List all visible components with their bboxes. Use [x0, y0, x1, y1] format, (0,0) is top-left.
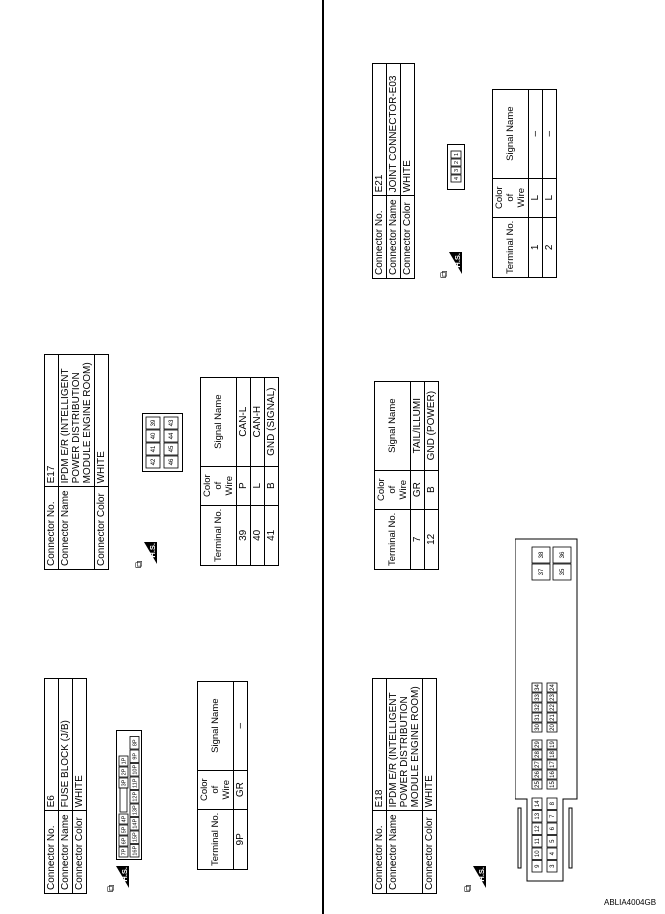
pin-number-label: 43 — [169, 419, 176, 427]
pin-number-label: 2P — [121, 768, 128, 776]
pin-number-label: 7P — [121, 848, 128, 856]
wire-color-cell: L — [251, 466, 265, 505]
pin-number-label: 15 — [550, 781, 557, 788]
connector-name-value: JOINT CONNECTOR-E03 — [387, 64, 401, 196]
pin-number-label: 37 — [539, 568, 546, 576]
connector-name-value: IPDM E/R (INTELLIGENT POWER DISTRIBUTION MODULE ENGINE ROOM) — [59, 355, 95, 487]
pin-number-label: 1 — [453, 152, 460, 157]
pin-number-label: 41 — [151, 445, 158, 453]
e18-pin-group-3 — [532, 683, 557, 732]
label-connector-color: Connector Color — [423, 811, 437, 894]
pin-number-label: 5 — [550, 839, 557, 843]
center-divider — [322, 0, 324, 914]
header-signal-name: Signal Name — [201, 377, 237, 466]
connector-name-value: IPDM E/R (INTELLIGENT POWER DISTRIBUTION MODULE ENGINE ROOM) — [387, 679, 423, 811]
wire-color-cell: L — [529, 178, 543, 217]
header-signal-name: Signal Name — [493, 89, 529, 178]
connector-info-e6 — [44, 678, 87, 894]
pin-number-label: 9P — [132, 752, 139, 760]
header-color-of-wire: Color of Wire — [493, 178, 529, 217]
connector-plug-icon: ⧉ — [439, 270, 450, 278]
terminal-no-cell: 41 — [265, 505, 279, 565]
pin-number-label: 33 — [535, 694, 542, 701]
pin-number-label: 13P — [132, 805, 139, 816]
connector-info-e17 — [44, 354, 109, 570]
connector-name-value: FUSE BLOCK (J/B) — [59, 679, 73, 811]
pin-number-label: 28 — [535, 751, 542, 758]
hs-label: H.S. — [453, 253, 462, 268]
label-connector-name: Connector Name — [387, 811, 423, 894]
e21-pin-row — [451, 151, 461, 182]
connector-info-e18 — [372, 678, 437, 894]
pin-number-label: 13 — [535, 812, 542, 820]
signal-name-cell: GND (POWER) — [425, 381, 439, 470]
label-connector-name: Connector Name — [59, 811, 73, 894]
terminal-no-cell: 9P — [234, 809, 248, 869]
pin-number-label: 7 — [550, 814, 557, 818]
connector-face-e6 — [116, 730, 142, 860]
pin-number-label: 6P — [121, 837, 128, 845]
connector-color-value: WHITE — [95, 355, 109, 487]
hs-label: H.S. — [120, 867, 129, 882]
label-connector-no: Connector No. — [373, 811, 387, 894]
e18-pin-group-1 — [532, 798, 557, 872]
wire-color-cell: P — [237, 466, 251, 505]
pin-number-label: 34 — [535, 684, 542, 691]
pin-number-label: 11P — [132, 778, 139, 788]
connector-no-value: E18 — [373, 679, 387, 811]
pin-number-label: 40 — [151, 432, 158, 440]
header-color-of-wire: Color of Wire — [201, 466, 237, 505]
pin-number-label: 9 — [535, 864, 542, 868]
pin-number-label: 21 — [550, 714, 557, 721]
pin-number-label: 15P — [132, 832, 139, 843]
pin-number-label: 23 — [550, 694, 557, 701]
terminal-no-cell: 2 — [543, 217, 557, 277]
pin-number-label: 25 — [535, 781, 542, 788]
label-connector-no: Connector No. — [45, 811, 59, 894]
signal-name-cell: – — [543, 89, 557, 178]
pin-number-label: 19 — [550, 741, 557, 748]
connector-key-slot — [120, 788, 127, 812]
label-connector-no: Connector No. — [45, 487, 59, 570]
pin-number-label: 29 — [535, 741, 542, 748]
signal-name-cell: CAN-L — [237, 377, 251, 466]
signal-name-cell: GND (SIGNAL) — [265, 377, 279, 466]
header-terminal-no: Terminal No. — [493, 217, 529, 277]
terminal-table-e21 — [492, 89, 557, 278]
connector-no-value: E21 — [373, 64, 387, 196]
label-connector-color: Connector Color — [95, 487, 109, 570]
connector-color-value: WHITE — [423, 679, 437, 811]
pin-number-label: 17 — [550, 761, 557, 768]
pin-number-label: 10P — [132, 764, 139, 775]
connector-color-value: WHITE — [401, 64, 415, 196]
connector-face-e21 — [447, 144, 467, 190]
header-signal-name: Signal Name — [375, 381, 411, 470]
pin-number-label: 12P — [132, 791, 139, 802]
label-connector-name: Connector Name — [387, 196, 401, 279]
pin-number-label: 44 — [169, 432, 176, 440]
e18-pin-group-2 — [532, 740, 557, 789]
e6-pin-row-top — [119, 756, 128, 857]
pin-number-label: 30 — [535, 724, 542, 731]
e17-pin-row-bottom — [164, 417, 178, 468]
label-connector-color: Connector Color — [401, 196, 415, 279]
pin-number-label: 26 — [535, 771, 542, 778]
pin-number-label: 27 — [535, 761, 542, 768]
header-color-of-wire: Color of Wire — [375, 470, 411, 509]
pin-number-label: 42 — [151, 458, 158, 466]
connector-plug-icon: ⧉ — [463, 884, 474, 892]
wire-color-cell: B — [265, 466, 279, 505]
pin-number-label: 32 — [535, 704, 542, 711]
pin-number-label: 3 — [550, 864, 557, 868]
pin-number-label: 31 — [535, 714, 542, 721]
hs-label: H.S. — [148, 543, 157, 558]
header-terminal-no: Terminal No. — [198, 809, 234, 869]
pin-number-label: 16 — [550, 771, 557, 778]
wire-color-cell: L — [543, 178, 557, 217]
header-color-of-wire: Color of Wire — [198, 770, 234, 809]
connector-no-value: E17 — [45, 355, 59, 487]
terminal-no-cell: 1 — [529, 217, 543, 277]
connector-no-value: E6 — [45, 679, 59, 811]
pin-number-label: 16P — [132, 845, 139, 856]
wire-color-cell: GR — [234, 770, 248, 809]
pin-number-label: 46 — [169, 458, 176, 466]
label-connector-color: Connector Color — [73, 811, 87, 894]
terminal-no-cell: 12 — [425, 509, 439, 569]
pin-number-label: 45 — [169, 445, 176, 453]
pin-number-label: 20 — [550, 724, 557, 731]
terminal-table-e6 — [197, 681, 248, 870]
pin-number-label: 24 — [550, 684, 557, 691]
header-terminal-no: Terminal No. — [375, 509, 411, 569]
terminal-no-cell: 7 — [411, 509, 425, 569]
terminal-table-e17 — [200, 377, 279, 566]
pin-number-label: 8 — [550, 802, 557, 806]
pin-number-label: 14 — [535, 800, 542, 808]
connector-face-e17 — [134, 402, 184, 472]
hs-badge-e18 — [464, 866, 486, 892]
pin-number-label: 14P — [132, 818, 139, 829]
pin-number-label: 10 — [535, 850, 542, 858]
e6-pin-row-bottom — [130, 737, 139, 858]
pin-number-label: 4P — [121, 815, 128, 823]
connector-info-e21 — [372, 63, 415, 279]
terminal-no-cell: 39 — [237, 505, 251, 565]
pin-number-label: 18 — [550, 751, 557, 758]
signal-name-cell: – — [234, 681, 248, 770]
label-connector-name: Connector Name — [59, 487, 95, 570]
e18-pin-group-4 — [532, 547, 571, 580]
pin-number-label: 5P — [121, 826, 128, 834]
wire-color-cell: GR — [411, 470, 425, 509]
connector-face-e18 — [515, 529, 615, 884]
hs-badge-e17 — [135, 542, 157, 568]
pin-number-label: 3 — [453, 168, 460, 173]
pin-number-label: 4 — [453, 176, 460, 181]
terminal-table-e18 — [374, 381, 439, 570]
pin-number-label: 12 — [535, 825, 542, 833]
connector-color-value: WHITE — [73, 679, 87, 811]
signal-name-cell: TAIL/ILLUMI — [411, 381, 425, 470]
pin-number-label: 3P — [121, 779, 128, 787]
header-terminal-no: Terminal No. — [201, 505, 237, 565]
hs-label: H.S. — [477, 867, 486, 882]
signal-name-cell: – — [529, 89, 543, 178]
reference-code: ABLIA4004GB — [604, 898, 657, 907]
pin-number-label: 38 — [539, 551, 546, 559]
terminal-no-cell: 40 — [251, 505, 265, 565]
connector-plug-icon: ⧉ — [106, 884, 117, 892]
pin-number-label: 1P — [121, 757, 128, 765]
hs-badge-e21 — [440, 252, 462, 278]
pin-number-label: 39 — [151, 419, 158, 427]
connector-plug-icon: ⧉ — [134, 560, 145, 568]
hs-badge-e6 — [107, 866, 129, 892]
pin-number-label: 22 — [550, 704, 557, 711]
pin-number-label: 11 — [535, 838, 542, 845]
wire-color-cell: B — [425, 470, 439, 509]
pin-number-label: 6 — [550, 827, 557, 831]
e17-pin-row-top — [146, 417, 160, 468]
pin-number-label: 36 — [560, 551, 567, 559]
signal-name-cell: CAN-H — [251, 377, 265, 466]
header-signal-name: Signal Name — [198, 681, 234, 770]
pin-number-label: 2 — [453, 160, 460, 165]
pin-number-label: 35 — [560, 568, 567, 576]
pin-number-label: 8P — [132, 739, 139, 747]
label-connector-no: Connector No. — [373, 196, 387, 279]
pin-number-label: 4 — [550, 852, 557, 856]
